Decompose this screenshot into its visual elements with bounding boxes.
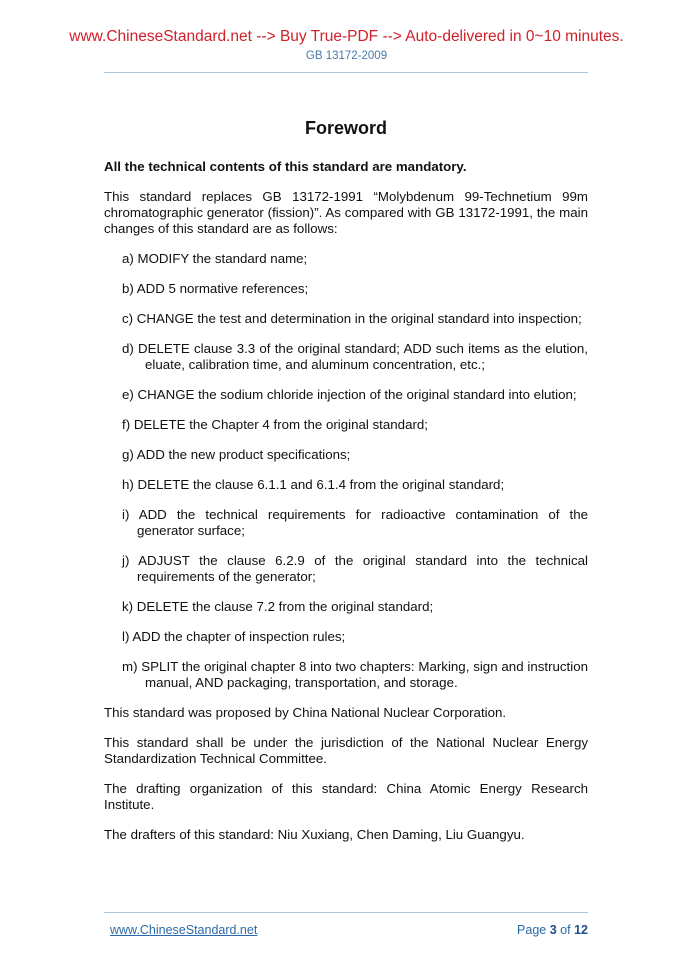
intro-paragraph: This standard replaces GB 13172-1991 “Molybdenum 99-Technetium 99m chromatographic generator (fission)”. As compared with GB 13172-1991, the main changes of this standard are as follows: (104, 189, 588, 236)
mandatory-statement: All the technical contents of this standard are mandatory. (104, 159, 467, 174)
change-item: c) CHANGE the test and determination in the original standard into inspection; (122, 311, 582, 326)
page-title: Foreword (304, 118, 387, 138)
header-divider (104, 72, 588, 73)
change-item: a) MODIFY the standard name; (122, 251, 308, 266)
change-item: l) ADD the chapter of inspection rules; (122, 629, 346, 644)
standard-code: GB 13172-2009 (305, 50, 388, 62)
change-item: m) SPLIT the original chapter 8 into two chapters: Marking, sign and instruction manual, AND packaging, transportation, and storage. (122, 659, 588, 690)
jurisdiction: This standard shall be under the jurisdiction of the National Nuclear Energy Standardization Technical Committee. (104, 735, 588, 766)
change-item: e) CHANGE the sodium chloride injection of the original standard into elution; (122, 387, 577, 402)
page-label: Page (517, 923, 547, 937)
proposed-by: This standard was proposed by China National Nuclear Corporation. (104, 705, 507, 720)
change-item: g) ADD the new product specifications; (122, 447, 351, 462)
drafters: The drafters of this standard: Niu Xuxiang, Chen Daming, Liu Guangyu. (104, 827, 525, 842)
page-number (517, 923, 588, 937)
change-item: b) ADD 5 normative references; (122, 281, 309, 296)
page-total: 12 (574, 923, 588, 937)
drafting-organization: The drafting organization of this standard: China Atomic Energy Research Institute. (104, 781, 588, 812)
document-body (104, 117, 588, 857)
change-item: d) DELETE clause 3.3 of the original standard; ADD such items as the elution, eluate, calibration time, and aluminum concentration, etc.; (122, 341, 588, 372)
change-item: i) ADD the technical requirements for radioactive contamination of the generator surface; (122, 507, 588, 538)
footer-divider (104, 912, 588, 913)
promo-banner[interactable]: www.ChineseStandard.net --> Buy True-PDF --> Auto-delivered in 0~10 minutes. (69, 28, 624, 45)
page-of: of (560, 923, 571, 937)
page-current: 3 (549, 923, 557, 937)
change-item: h) DELETE the clause 6.1.1 and 6.1.4 from the original standard; (122, 477, 505, 492)
change-item: k) DELETE the clause 7.2 from the original standard; (122, 599, 434, 614)
footer-website-link[interactable]: www.ChineseStandard.net (110, 923, 258, 937)
change-item: f) DELETE the Chapter 4 from the original standard; (122, 417, 428, 432)
change-item: j) ADJUST the clause 6.2.9 of the original standard into the technical requirements of the generator; (122, 553, 588, 584)
